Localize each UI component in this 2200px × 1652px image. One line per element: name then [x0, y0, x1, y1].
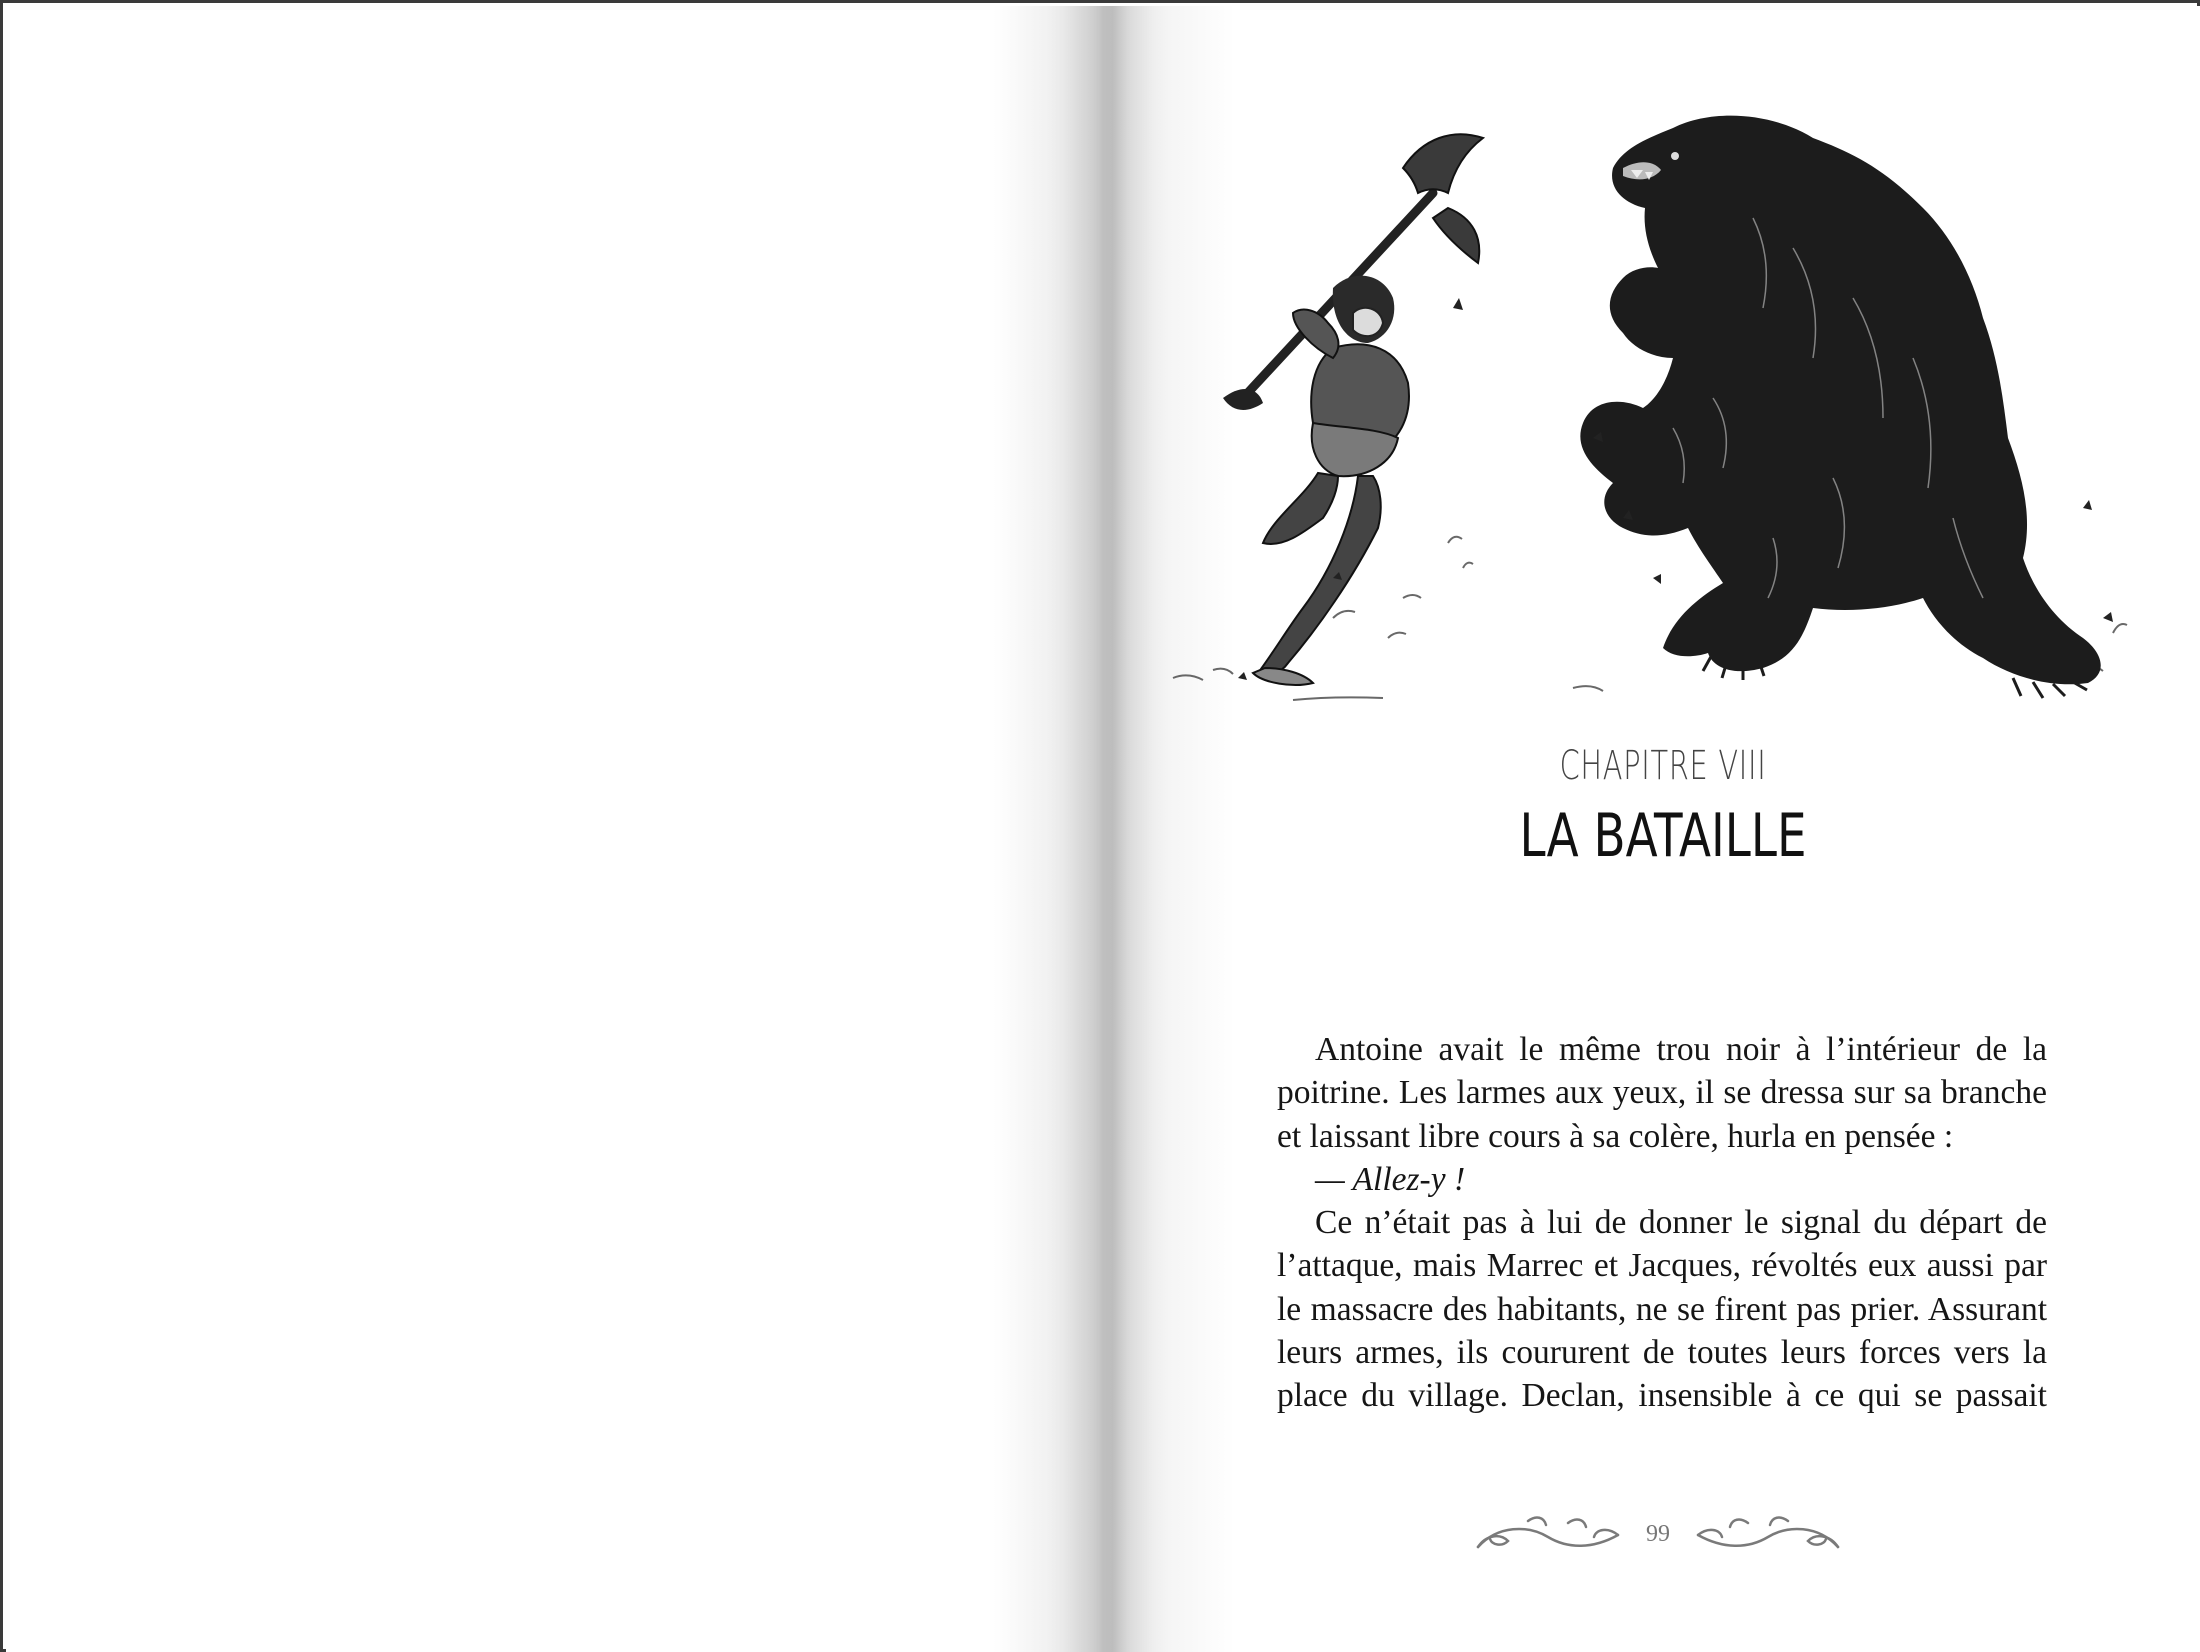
paragraph-1: Antoine avait le même trou noir à l’intérieur de la poitrine. Les larmes aux yeux, il se dressa sur sa branche et laissant libre cours à sa colère, hurla en pensée : — [1277, 1031, 2047, 1155]
left-page-blank — [6, 6, 1103, 1652]
warrior-figure — [1223, 134, 1483, 685]
dialogue-line: — Allez-y ! — [1315, 1160, 1466, 1198]
chapter-number: CHAPITRE VIII — [1559, 743, 1767, 789]
page-footer — [1468, 1505, 1848, 1565]
warrior-fighting-bear-illustration — [1153, 98, 2143, 758]
chapter-title: LA BATAILLE — [1519, 801, 1807, 871]
paragraph-2: Ce n’était pas à lui de donner le signal du départ de l’attaque, mais Marrec et Jacques, révoltés eux aussi par le massacre des habitants, ne se firent pas prier. Assurant leurs armes, ils coururent de toutes leurs forces vers la place du village. Declan, insensible à ce qui se passait — [1277, 1204, 2047, 1415]
bear-figure — [1580, 116, 2100, 698]
page-number: 99 — [1646, 1521, 1670, 1547]
chapter-body-text — [1277, 1028, 2047, 1418]
